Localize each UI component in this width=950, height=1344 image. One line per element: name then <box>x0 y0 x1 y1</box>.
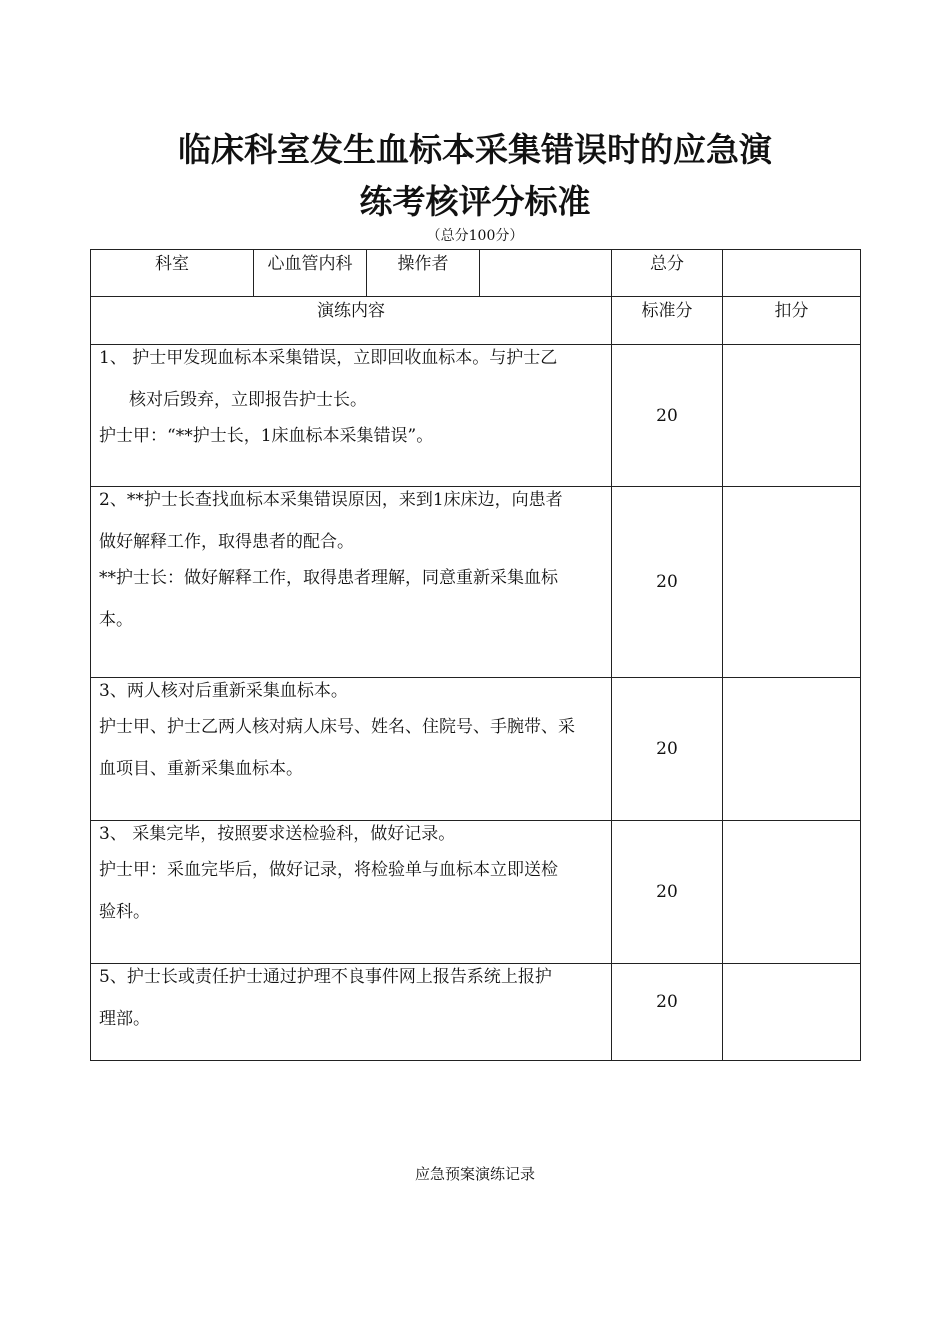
item-line: 验科。 <box>99 902 150 922</box>
item-content <box>91 678 612 821</box>
total-score-note: （总分100分） <box>426 228 524 244</box>
table-row <box>91 345 861 487</box>
item-line: **护士长：做好解释工作，取得患者理解，同意重新采集血标 <box>99 568 558 588</box>
item-deduction <box>723 964 861 1061</box>
item-line: 理部。 <box>99 1009 150 1029</box>
item-content <box>91 821 612 964</box>
total-value <box>723 250 861 297</box>
item-line: 本。 <box>99 610 133 630</box>
item-content <box>91 487 612 678</box>
dept-label: 科室 <box>91 250 254 297</box>
item-line: 护士甲：“**护士长，1床血标本采集错误”。 <box>99 426 434 446</box>
item-standard-score: 20 <box>612 487 723 678</box>
dept-value: 心血管内科 <box>254 250 367 297</box>
table-row <box>91 821 861 964</box>
standard-score-column-header: 标准分 <box>612 297 723 345</box>
item-content <box>91 345 612 487</box>
column-header-row <box>91 297 861 345</box>
total-label: 总分 <box>612 250 723 297</box>
item-content <box>91 964 612 1061</box>
item-line: 做好解释工作，取得患者的配合。 <box>99 532 354 552</box>
operator-label: 操作者 <box>367 250 480 297</box>
document-title-line-1: 临床科室发生血标本采集错误时的应急演 <box>178 130 772 169</box>
item-line: 5、护士长或责任护士通过护理不良事件网上报告系统上报护 <box>99 967 552 987</box>
item-standard-score: 20 <box>612 821 723 964</box>
footer-caption: 应急预案演练记录 <box>414 1165 535 1183</box>
table-row <box>91 678 861 821</box>
document-title-line-2: 练考核评分标准 <box>359 182 591 221</box>
deduction-column-header: 扣分 <box>723 297 861 345</box>
table-row <box>91 487 861 678</box>
item-deduction <box>723 678 861 821</box>
table-row <box>91 964 861 1061</box>
item-line: 血项目、重新采集血标本。 <box>99 759 303 779</box>
item-deduction <box>723 487 861 678</box>
item-line: 核对后毁弃，立即报告护士长。 <box>129 390 367 410</box>
table-header-row <box>91 250 861 297</box>
score-table <box>90 249 861 1061</box>
item-deduction <box>723 345 861 487</box>
item-line: 3、两人核对后重新采集血标本。 <box>99 681 348 701</box>
item-standard-score: 20 <box>612 964 723 1061</box>
item-line: 1、 护士甲发现血标本采集错误，立即回收血标本。与护士乙 <box>99 348 558 368</box>
content-column-header: 演练内容 <box>91 297 612 345</box>
item-standard-score: 20 <box>612 678 723 821</box>
item-deduction <box>723 821 861 964</box>
item-line: 3、 采集完毕，按照要求送检验科，做好记录。 <box>99 824 456 844</box>
operator-value <box>480 250 612 297</box>
item-standard-score: 20 <box>612 345 723 487</box>
item-line: 护士甲、护士乙两人核对病人床号、姓名、住院号、手腕带、采 <box>99 717 575 737</box>
item-line: 护士甲：采血完毕后，做好记录，将检验单与血标本立即送检 <box>99 860 558 880</box>
item-line: 2、**护士长查找血标本采集错误原因，来到1床床边，向患者 <box>99 490 563 510</box>
